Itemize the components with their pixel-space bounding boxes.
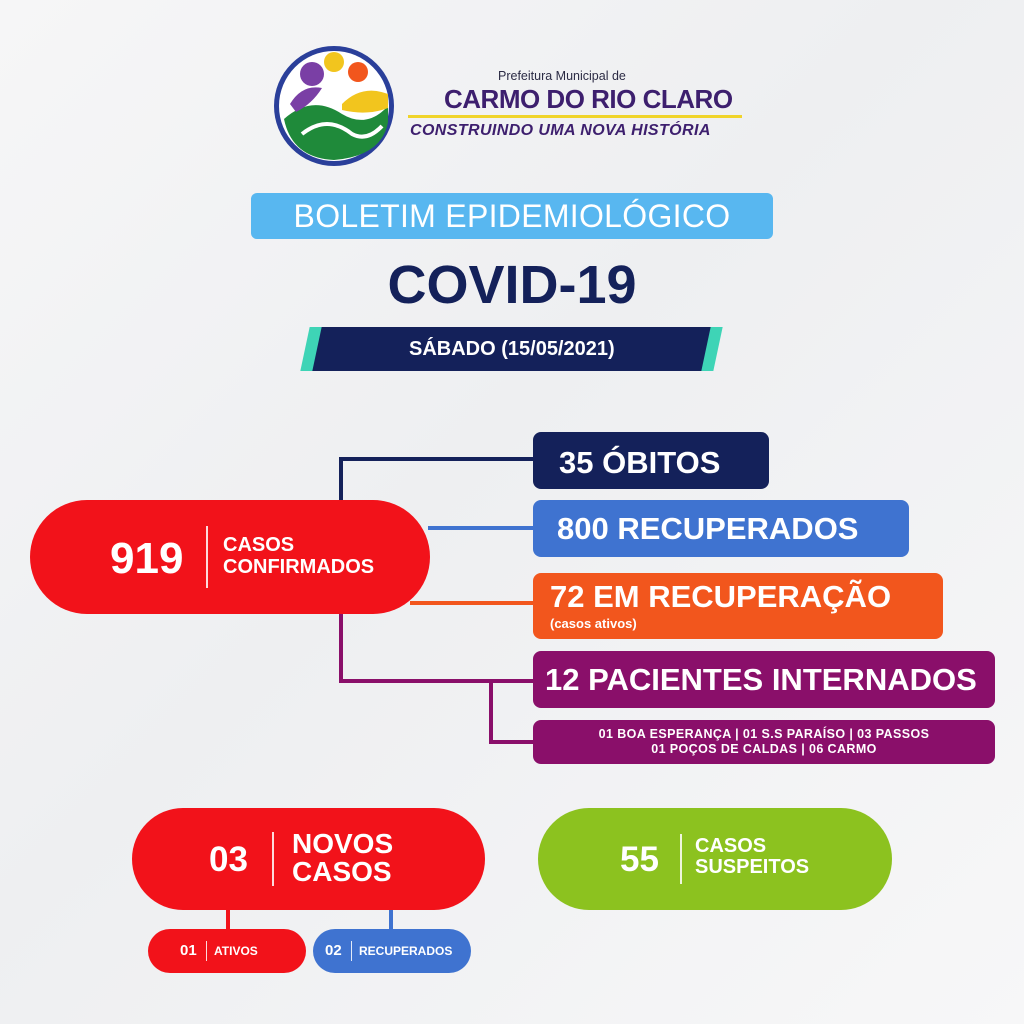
divider: [680, 834, 682, 884]
new-recovered-number: 02: [325, 942, 342, 959]
suspected-label-line1: CASOS: [695, 835, 767, 857]
confirmed-number: 919: [110, 534, 184, 583]
suspected-label-line2: SUSPEITOS: [695, 856, 810, 878]
municipal-logo-icon: [272, 44, 396, 168]
divider: [272, 832, 274, 886]
new-cases-label-line2: CASOS: [292, 856, 392, 887]
suspected-number: 55: [620, 840, 659, 879]
divider: [206, 941, 207, 961]
new-cases-label-line1: NOVOS: [292, 828, 394, 859]
date-banner: [305, 327, 718, 371]
recovering-box: [533, 573, 943, 639]
hospitalized-box: 12 PACIENTES INTERNADOS: [533, 651, 995, 708]
suspected-label: [695, 836, 809, 878]
confirmed-label-line2: CONFIRMADOS: [223, 556, 375, 578]
boletim-title: BOLETIM EPIDEMIOLÓGICO: [251, 193, 773, 239]
confirmed-label: [223, 534, 374, 578]
cities-line2: 01 POÇOS DE CALDAS | 06 CARMO: [651, 742, 877, 756]
recovered-box: 800 RECUPERADOS: [533, 500, 909, 557]
confirmed-label-line1: CASOS: [223, 534, 295, 556]
new-cases-number: 03: [209, 840, 248, 879]
prefeitura-label: Prefeitura Municipal de: [498, 69, 626, 83]
divider: [206, 526, 208, 588]
recovering-note: (casos ativos): [550, 616, 637, 631]
covid-title: COVID-19: [387, 255, 637, 315]
new-active-pill: [148, 929, 306, 973]
new-recovered-label: RECUPERADOS: [359, 944, 453, 958]
suspected-cases-pill: [538, 808, 892, 910]
deaths-box: 35 ÓBITOS: [533, 432, 769, 489]
new-recovered-pill: [313, 929, 471, 973]
cities-line1: 01 BOA ESPERANÇA | 01 S.S PARAÍSO | 03 PASSOS: [598, 727, 930, 741]
date-text: SÁBADO (15/05/2021): [408, 338, 615, 360]
city-name: CARMO DO RIO CLARO: [444, 84, 733, 114]
new-active-label: ATIVOS: [214, 944, 258, 958]
city-motto: CONSTRUINDO UMA NOVA HISTÓRIA: [410, 122, 711, 139]
header-divider: [408, 115, 742, 118]
new-cases-pill: [132, 808, 485, 910]
divider: [351, 941, 352, 961]
new-active-number: 01: [180, 942, 197, 959]
new-cases-label: [292, 830, 393, 886]
hospitalized-cities-box: [533, 720, 995, 764]
recovering-text: 72 EM RECUPERAÇÃO: [550, 579, 892, 614]
confirmed-cases-pill: [30, 500, 430, 614]
